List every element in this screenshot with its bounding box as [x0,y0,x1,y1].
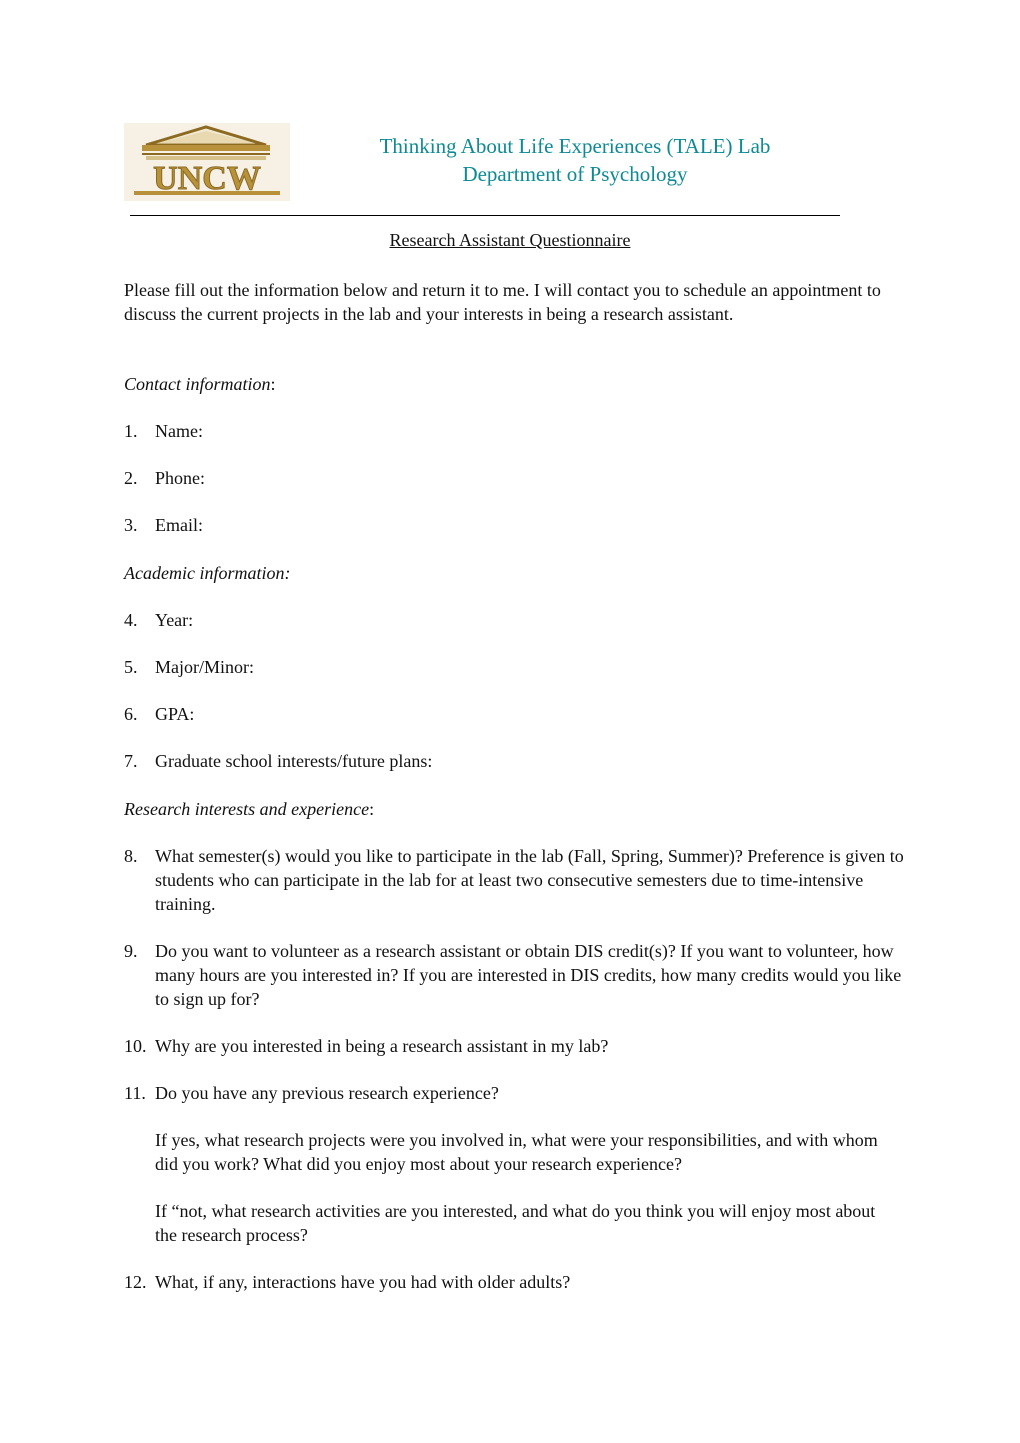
question-text: What, if any, interactions have you had with older adults? [155,1272,571,1292]
uncw-logo [124,123,290,201]
question-number: 6. [124,704,138,724]
question-text: Why are you interested in being a research assistant in my lab? [155,1036,609,1056]
question-number: 3. [124,515,138,535]
intro-paragraph: Please fill out the information below and return it to me. I will contact you to schedule an appointment to discuss the current projects in the lab and your interests in being a research assistant. [124,280,881,324]
department-name: Department of Psychology [462,162,688,186]
question-text: Year: [155,610,194,630]
question-number: 11. [124,1083,146,1103]
document-title: Research Assistant Questionnaire [389,230,631,250]
section-label: Contact information [124,374,271,394]
followup-if-not: If “not, what research activities are you interested, and what do you think you will enjoy most about the research process? [155,1201,876,1245]
question-number: 9. [124,941,138,961]
question-text: Email: [155,515,203,535]
question-item [124,1081,904,1105]
question-text: Major/Minor: [155,657,254,677]
section-label-colon: : [270,374,276,394]
header [320,132,830,188]
lab-name: Thinking About Life Experiences (TALE) Lab [379,134,771,158]
section-academic-information [124,561,290,585]
question-number: 8. [124,846,138,866]
question-number: 2. [124,468,138,488]
question-text: Do you want to volunteer as a research assistant or obtain DIS credit(s)? If you want to volunteer, how many hours are you interested in? If you are interested in DIS credits, how many credits would you like to sign up for? [155,941,902,1009]
question-text: Phone: [155,468,206,488]
question-item [124,939,904,1011]
question-number: 4. [124,610,138,630]
question-text: Do you have any previous research experience? [155,1083,499,1103]
uncw-building-icon [124,123,290,201]
question-text: Name: [155,421,203,441]
question-item [124,513,904,537]
question-number: 5. [124,657,138,677]
question-item [124,844,904,916]
section-contact-information [124,372,276,396]
question-number: 10. [124,1036,147,1056]
logo-wordmark: UNCW [153,160,261,197]
question-item [124,419,904,443]
question-text: GPA: [155,704,195,724]
question-number: 7. [124,751,138,771]
section-research-interests [124,797,374,821]
followup-if-yes: If yes, what research projects were you involved in, what were your responsibilities, and with whom did you work? What did you enjoy most about your research experience? [155,1130,878,1174]
question-number: 1. [124,421,138,441]
question-item [124,702,904,726]
question-item [124,655,904,679]
section-label: Academic information: [124,563,291,583]
header-divider [130,215,840,216]
question-item [124,608,904,632]
question-text: What semester(s) would you like to participate in the lab (Fall, Spring, Summer)? Preference is given to students who can participate in the lab for at least two consecutive semesters due to time-intensive training. [155,846,904,914]
question-number: 12. [124,1272,147,1292]
question-item [124,749,904,773]
question-item [124,1034,904,1058]
question-text: Graduate school interests/future plans: [155,751,433,771]
section-label-colon: : [369,799,375,819]
section-label: Research interests and experience [124,799,370,819]
question-item [124,1270,904,1294]
question-item [124,466,904,490]
